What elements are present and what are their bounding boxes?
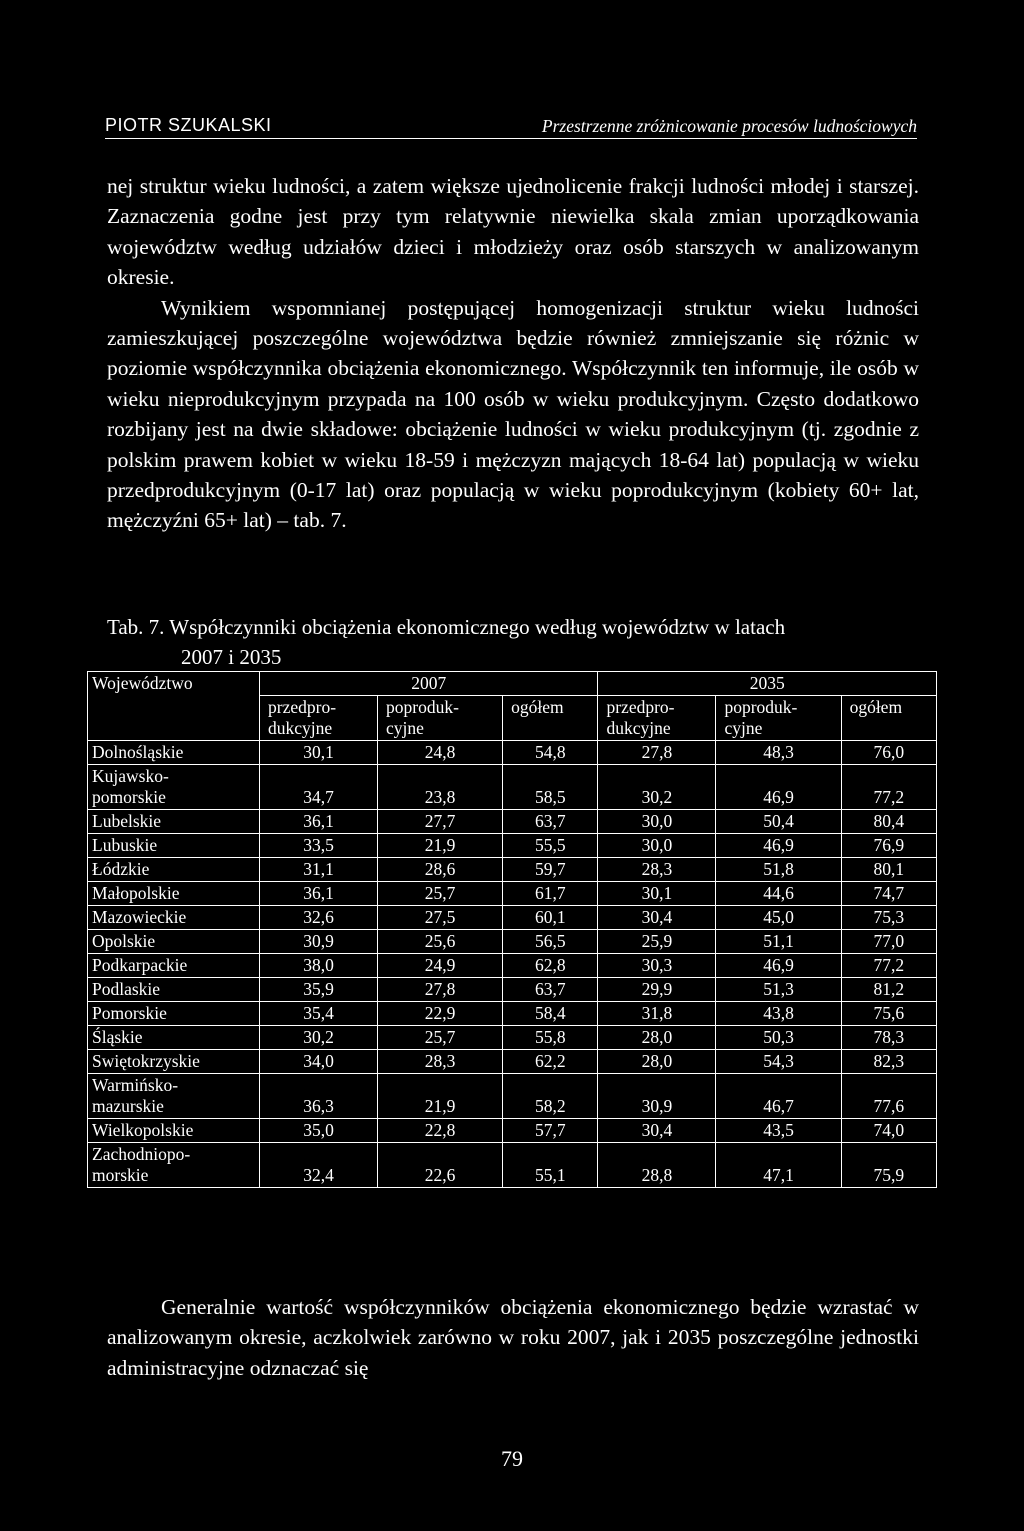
cell-value: 25,6 — [378, 930, 503, 954]
cell-value: 60,1 — [503, 906, 598, 930]
table-header-row-years — [88, 672, 937, 696]
cell-value: 28,0 — [598, 1026, 716, 1050]
cell-value: 30,0 — [598, 834, 716, 858]
cell-value: 30,3 — [598, 954, 716, 978]
cell-wojewodztwo: Opolskie — [88, 930, 260, 954]
header-ogolem-2007: ogółem — [503, 696, 598, 741]
header-title: Przestrzenne zróżnicowanie procesów ludnościowych — [541, 116, 917, 136]
cell-value: 54,8 — [503, 741, 598, 765]
header-year-2035: 2035 — [598, 672, 937, 696]
cell-value: 76,0 — [841, 741, 936, 765]
caption-line-1: Tab. 7. Współczynniki obciążenia ekonomicznego według województw w latach — [107, 615, 786, 639]
table-row — [88, 1143, 937, 1188]
cell-value: 30,2 — [260, 1026, 378, 1050]
caption-line-2: 2007 i 2035 — [181, 645, 282, 669]
cell-wojewodztwo: Lubelskie — [88, 810, 260, 834]
cell-value: 35,4 — [260, 1002, 378, 1026]
paragraph-dependency-ratio: Wynikiem wspomnianej postępującej homogenizacji struktur wieku ludności zamieszkującej poszczególne województwa będzie również zmniejszanie się różnic w poziomie współczynnika obciążenia ekonomicznego. Współczynnik ten informuje, ile osób w wieku nieprodukcyjnym przypada na 100 osób w wieku produkcyjnym. Często dodatkowo rozbijany jest na dwie składowe: obciążenie ludności w wieku produkcyjnym (tj. zgodnie z polskim prawem kobiet w wieku 18-59 i mężczyzn mających 18-64 lat) populacją w wieku przedprodukcyjnym (0-17 lat) oraz populacją w wieku poprodukcyjnym (kobiety 60+ lat, mężczyźni 65+ lat) – tab. 7. — [107, 295, 919, 533]
table-row — [88, 1119, 937, 1143]
cell-value: 75,3 — [841, 906, 936, 930]
cell-value: 29,9 — [598, 978, 716, 1002]
cell-wojewodztwo: Lubuskie — [88, 834, 260, 858]
cell-value: 30,9 — [260, 930, 378, 954]
cell-value: 25,9 — [598, 930, 716, 954]
table-row — [88, 1026, 937, 1050]
cell-value: 55,1 — [503, 1143, 598, 1188]
cell-value: 58,5 — [503, 765, 598, 810]
cell-value: 46,7 — [716, 1074, 841, 1119]
cell-value: 63,7 — [503, 978, 598, 1002]
header-przedprodukcyjne-2007: przedpro- dukcyjne — [260, 696, 378, 741]
cell-value: 77,6 — [841, 1074, 936, 1119]
cell-value: 51,8 — [716, 858, 841, 882]
table-body — [88, 741, 937, 1188]
header-poprodukcyjne-2035: poproduk- cyjne — [716, 696, 841, 741]
cell-value: 30,9 — [598, 1074, 716, 1119]
cell-wojewodztwo: Pomorskie — [88, 1002, 260, 1026]
cell-value: 59,7 — [503, 858, 598, 882]
header-ogolem-2035: ogółem — [841, 696, 936, 741]
cell-value: 55,8 — [503, 1026, 598, 1050]
cell-value: 28,3 — [598, 858, 716, 882]
table-caption — [107, 612, 919, 672]
cell-value: 25,7 — [378, 1026, 503, 1050]
cell-value: 77,2 — [841, 954, 936, 978]
table-row — [88, 1074, 937, 1119]
cell-value: 36,1 — [260, 882, 378, 906]
cell-value: 61,7 — [503, 882, 598, 906]
cell-value: 55,5 — [503, 834, 598, 858]
cell-value: 50,4 — [716, 810, 841, 834]
cell-value: 34,0 — [260, 1050, 378, 1074]
cell-wojewodztwo: Warmińsko- mazurskie — [88, 1074, 260, 1119]
header-poprodukcyjne-2007: poproduk- cyjne — [378, 696, 503, 741]
cell-value: 35,9 — [260, 978, 378, 1002]
cell-value: 36,3 — [260, 1074, 378, 1119]
page-number: 79 — [501, 1446, 523, 1471]
cell-wojewodztwo: Mazowieckie — [88, 906, 260, 930]
cell-value: 30,1 — [260, 741, 378, 765]
cell-value: 22,8 — [378, 1119, 503, 1143]
cell-value: 56,5 — [503, 930, 598, 954]
cell-value: 28,0 — [598, 1050, 716, 1074]
cell-value: 46,9 — [716, 834, 841, 858]
body-text-bottom — [107, 1292, 919, 1383]
cell-value: 51,3 — [716, 978, 841, 1002]
cell-value: 33,5 — [260, 834, 378, 858]
cell-value: 28,8 — [598, 1143, 716, 1188]
cell-value: 30,2 — [598, 765, 716, 810]
cell-value: 25,7 — [378, 882, 503, 906]
header-year-2007: 2007 — [260, 672, 598, 696]
cell-value: 77,2 — [841, 765, 936, 810]
cell-value: 75,6 — [841, 1002, 936, 1026]
cell-value: 28,6 — [378, 858, 503, 882]
cell-value: 32,6 — [260, 906, 378, 930]
table-row — [88, 1050, 937, 1074]
cell-value: 54,3 — [716, 1050, 841, 1074]
cell-value: 27,7 — [378, 810, 503, 834]
table-row — [88, 858, 937, 882]
cell-value: 62,8 — [503, 954, 598, 978]
cell-value: 74,0 — [841, 1119, 936, 1143]
table-row — [88, 954, 937, 978]
body-text-top — [107, 171, 919, 536]
cell-value: 27,5 — [378, 906, 503, 930]
table-row — [88, 978, 937, 1002]
cell-value: 34,7 — [260, 765, 378, 810]
cell-value: 43,5 — [716, 1119, 841, 1143]
cell-value: 30,1 — [598, 882, 716, 906]
cell-wojewodztwo: Dolnośląskie — [88, 741, 260, 765]
cell-value: 30,0 — [598, 810, 716, 834]
cell-value: 48,3 — [716, 741, 841, 765]
cell-value: 31,1 — [260, 858, 378, 882]
cell-value: 78,3 — [841, 1026, 936, 1050]
cell-value: 76,9 — [841, 834, 936, 858]
table-row — [88, 765, 937, 810]
cell-value: 22,9 — [378, 1002, 503, 1026]
cell-wojewodztwo: Śląskie — [88, 1026, 260, 1050]
cell-wojewodztwo: Małopolskie — [88, 882, 260, 906]
table-row — [88, 1002, 937, 1026]
cell-value: 82,3 — [841, 1050, 936, 1074]
cell-value: 58,4 — [503, 1002, 598, 1026]
cell-wojewodztwo: Kujawsko- pomorskie — [88, 765, 260, 810]
cell-value: 21,9 — [378, 1074, 503, 1119]
cell-value: 30,4 — [598, 1119, 716, 1143]
cell-value: 45,0 — [716, 906, 841, 930]
cell-value: 35,0 — [260, 1119, 378, 1143]
cell-value: 80,1 — [841, 858, 936, 882]
cell-value: 46,9 — [716, 765, 841, 810]
cell-value: 46,9 — [716, 954, 841, 978]
cell-value: 24,8 — [378, 741, 503, 765]
paragraph-continued: nej struktur wieku ludności, a zatem większe ujednolicenie frakcji ludności młodej i starszej. Zaznaczenia godne jest przy tym relatywnie niewielka skala zmian uporządkowania województw według udziałów dzieci i młodzieży oraz osób starszych w analizowanym okresie. — [107, 174, 919, 290]
cell-value: 38,0 — [260, 954, 378, 978]
paragraph-conclusion: Generalnie wartość współczynników obciążenia ekonomicznego będzie wzrastać w analizowanym okresie, aczkolwiek zarówno w roku 2007, jak i 2035 poszczególne jednostki administracyjne odznaczać się — [107, 1295, 919, 1380]
cell-wojewodztwo: Podkarpackie — [88, 954, 260, 978]
cell-value: 58,2 — [503, 1074, 598, 1119]
cell-value: 30,4 — [598, 906, 716, 930]
cell-value: 81,2 — [841, 978, 936, 1002]
table-row — [88, 834, 937, 858]
cell-value: 75,9 — [841, 1143, 936, 1188]
cell-value: 23,8 — [378, 765, 503, 810]
cell-value: 27,8 — [378, 978, 503, 1002]
running-header — [105, 112, 917, 139]
cell-value: 21,9 — [378, 834, 503, 858]
cell-value: 47,1 — [716, 1143, 841, 1188]
table-row — [88, 741, 937, 765]
cell-value: 24,9 — [378, 954, 503, 978]
cell-value: 50,3 — [716, 1026, 841, 1050]
header-author: PIOTR SZUKALSKI — [105, 115, 272, 135]
cell-value: 44,6 — [716, 882, 841, 906]
header-przedprodukcyjne-2035: przedpro- dukcyjne — [598, 696, 716, 741]
table-row — [88, 930, 937, 954]
cell-value: 43,8 — [716, 1002, 841, 1026]
table-row — [88, 906, 937, 930]
cell-value: 80,4 — [841, 810, 936, 834]
cell-value: 27,8 — [598, 741, 716, 765]
cell-wojewodztwo: Swiętokrzyskie — [88, 1050, 260, 1074]
table-row — [88, 882, 937, 906]
cell-wojewodztwo: Łódzkie — [88, 858, 260, 882]
cell-value: 36,1 — [260, 810, 378, 834]
cell-value: 51,1 — [716, 930, 841, 954]
cell-wojewodztwo: Podlaskie — [88, 978, 260, 1002]
cell-value: 22,6 — [378, 1143, 503, 1188]
cell-wojewodztwo: Zachodniopo- morskie — [88, 1143, 260, 1188]
cell-value: 28,3 — [378, 1050, 503, 1074]
cell-value: 31,8 — [598, 1002, 716, 1026]
cell-value: 32,4 — [260, 1143, 378, 1188]
header-wojewodztwo: Województwo — [88, 672, 260, 741]
cell-wojewodztwo: Wielkopolskie — [88, 1119, 260, 1143]
cell-value: 57,7 — [503, 1119, 598, 1143]
cell-value: 62,2 — [503, 1050, 598, 1074]
table-row — [88, 810, 937, 834]
cell-value: 77,0 — [841, 930, 936, 954]
cell-value: 63,7 — [503, 810, 598, 834]
cell-value: 74,7 — [841, 882, 936, 906]
dependency-ratio-table — [87, 671, 937, 1188]
